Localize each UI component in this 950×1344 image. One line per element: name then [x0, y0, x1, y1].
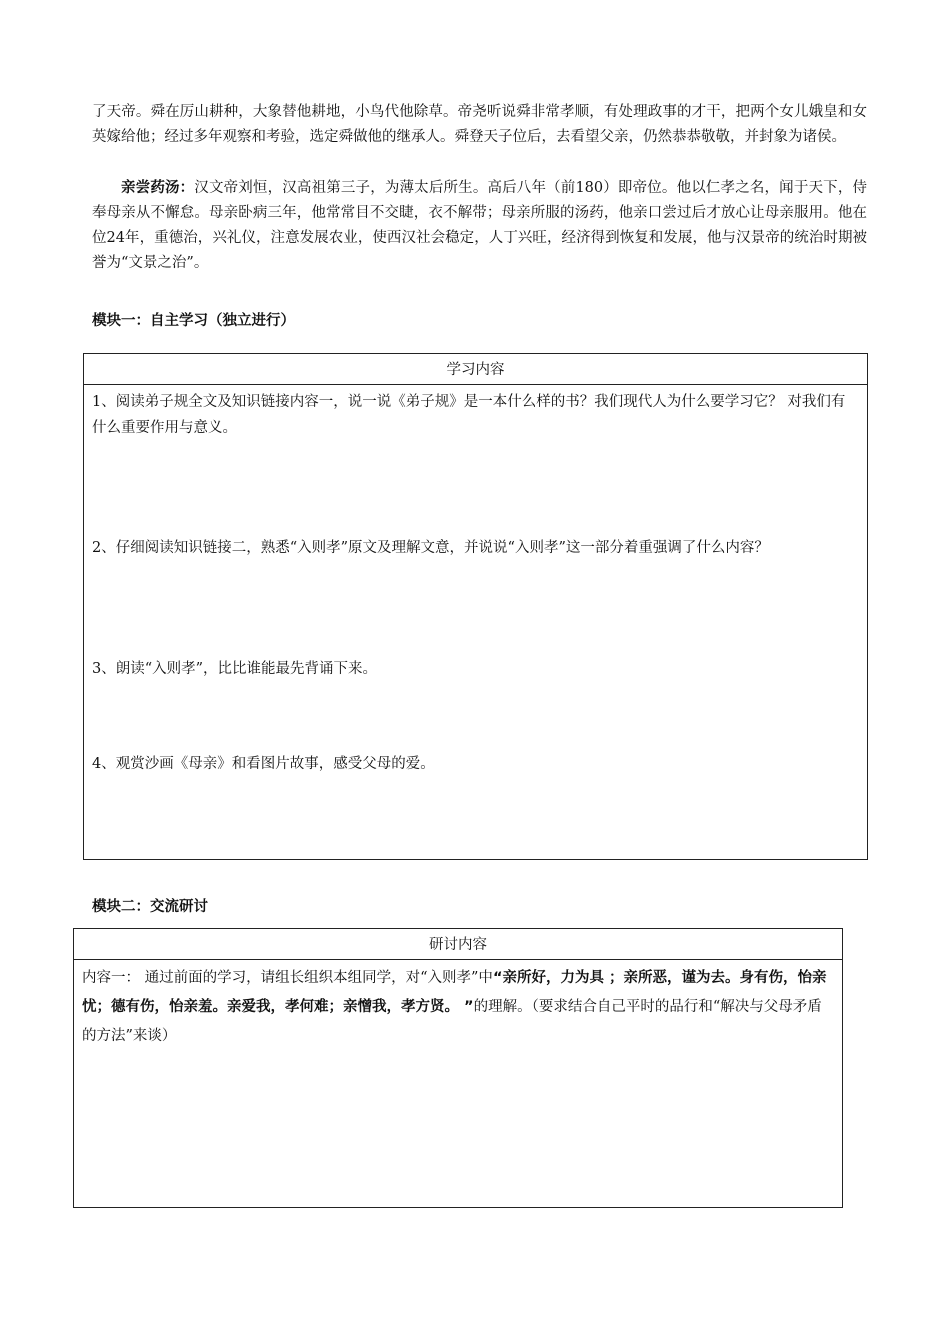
module1-item-2: 2、仔细阅读知识链接二，熟悉“入则孝”原文及理解文意，并说说“入则孝”这一部分着重强调了什么内容？	[92, 540, 769, 556]
module2-table	[73, 928, 843, 1208]
module2-content-suffix: 的理解。（要求结合自己平时的品行和“解决与父母矛盾的方法”来谈）	[82, 999, 822, 1044]
module2-table-header: 研讨内容	[74, 929, 842, 960]
module2-content	[74, 960, 842, 1051]
intro-text-2: 汉文帝刘恒，汉高祖第三子，为薄太后所生。高后八年（前180）即帝位。他以仁孝之名，闻于天下，侍奉母亲从不懈怠。母亲卧病三年，他常常目不交睫，衣不解带；母亲所服的汤药，他亲口尝过后才放心让母亲服用。他在位24年，重德治，兴礼仪，注意发展农业，使西汉社会稳定，人丁兴旺，经济得到恢复和发展，他与汉景帝的统治时期被誉为“文景之治”。	[92, 180, 867, 271]
module1-item-1: 1、阅读弟子规全文及知识链接内容一，说一说《弟子规》是一本什么样的书？我们现代人为什么要学习它？ 对我们有什么重要作用与意义。	[92, 394, 846, 436]
intro-paragraph-2	[92, 176, 867, 276]
intro-paragraph-1	[92, 100, 867, 150]
module1-heading: 模块一：自主学习（独立进行）	[92, 313, 295, 329]
module2-content-quote: “亲所好，力为具 ；亲所恶，谨为去。身有伤，怡亲忧；德有伤，怡亲羞。亲爱我，孝何难；亲憎我，孝方贤。 ”	[82, 970, 827, 1015]
module1-table	[83, 353, 868, 860]
module1-item-4: 4、观赏沙画《母亲》和看图片故事，感受父母的爱。	[92, 756, 435, 772]
module2-heading: 模块二：交流研讨	[92, 899, 208, 915]
intro-title-2: 亲尝药汤：	[121, 180, 195, 196]
intro-text-1: 了天帝。舜在厉山耕种，大象替他耕地，小鸟代他除草。帝尧听说舜非常孝顺，有处理政事的才干，把两个女儿娥皇和女英嫁给他；经过多年观察和考验，选定舜做他的继承人。舜登天子位后，去看望父亲，仍然恭恭敬敬，并封象为诸侯。	[92, 104, 867, 145]
module2-content-prefix: 内容一： 通过前面的学习，请组长组织本组同学，对“入则孝”中	[82, 970, 493, 986]
module1-item-3: 3、朗读“入则孝”，比比谁能最先背诵下来。	[92, 661, 378, 677]
module1-table-header: 学习内容	[84, 354, 867, 385]
